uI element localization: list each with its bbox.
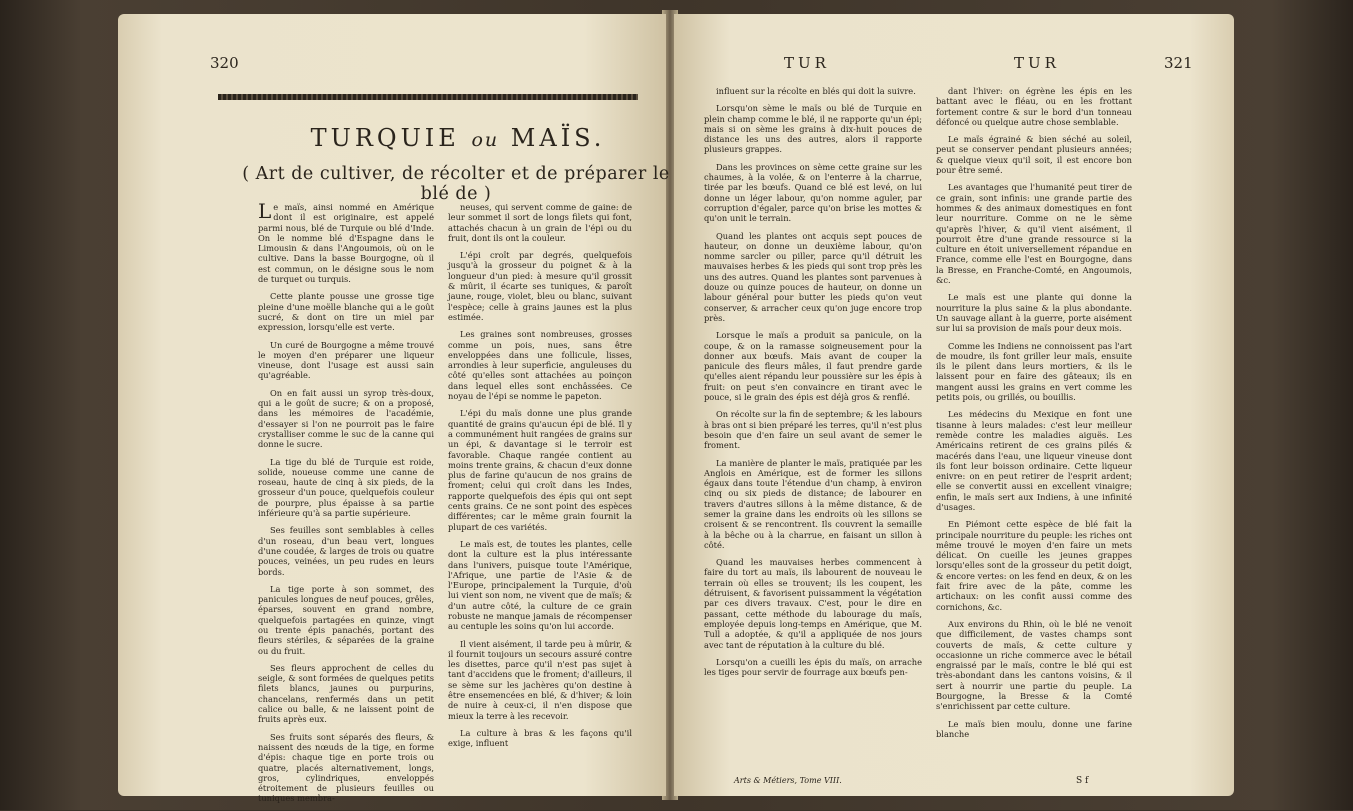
paragraph: Comme les Indiens ne connoissent pas l'art de moudre, ils font griller leur maïs, ensuite ils le pilent dans leurs mortiers, & ils le laissent pour en faire des gâteaux; ils en mangent aussi les grains en vert comme les petits pois, ou grillés, ou bouillis. (936, 340, 1132, 403)
paragraph: Le maïs est, de toutes les plantes, celle dont la culture est la plus intéressante dans l'univers, puisque toute l'Amérique, l'Afrique, une partie de l'Asie & de l'Europe, principalement la Turquie, d'où lui vient son nom, ne vivent que de maïs; & d'un autre côté, la culture de ce grain robuste ne manque jamais de récompenser au centuple les soins qu'on lui accorde. (448, 538, 632, 632)
paragraph: Les avantages que l'humanité peut tirer de ce grain, sont infinis: une grande partie des hommes & des animaux domestiques en font leur nourriture. Comme on ne le sème qu'après l'hiver, & qu'il vient aisément, il pourroit être d'une grande ressource si la culture en étoit universellement répandue en France, comme elle l'est en Bourgogne, dans la Bresse, en Franche-Comté, en Angoumois, &c. (936, 182, 1132, 286)
article-title (268, 124, 648, 152)
paragraph: Le maïs est une plante qui donne la nourriture la plus saine & la plus abondante. Un sauvage allant à la guerre, porte aisément sur lui sa provision de maïs pour deux mois. (936, 292, 1132, 334)
left-column-2 (448, 202, 632, 756)
page-number-left: 320 (210, 54, 239, 72)
paragraph: Les graines sont nombreuses, grosses comme un pois, nues, sans être enveloppées dans une follicule, lisses, arrondies à leur superficie, anguleuses du côté qu'elles sont attachées au poinçon dans lequel elles sont enchâssées. Ce noyau de l'épi se nomme le papeton. (448, 329, 632, 402)
page-number-right: 321 (1164, 54, 1193, 72)
paragraph: influent sur la récolte en blés qui doit la suivre. (716, 86, 916, 96)
paragraph: L'épi du maïs donne une plus grande quantité de grains qu'aucun épi de blé. Il y a communément huit rangées de grains sur un épi, & davantage si le terroir est favorable. Chaque rangée contient au moins trente grains, & chacun d'eux donne plus de farine qu'aucun de nos grains de froment; celui qui croît dans les Indes, rapporte quelquefois des épis qui ont sept cents grains. Ce ne sont point des espèces différentes; car le même grain fournit la plupart de ces variétés. (448, 408, 632, 532)
paragraph: L'épi croît par degrés, quelquefois jusqu'à la grosseur du poignet & à la longueur d'un pied: à mesure qu'il grossit & mûrit, il écarte ses tuniques, & paroît jaune, rouge, violet, bleu ou blanc, suivant l'espèce; celle à grains jaunes est la plus estimée. (448, 250, 632, 322)
paragraph: La tige porte à son sommet, des panicules longues de neuf pouces, grêles, éparses, souvent en grand nombre, quelquefois partagées en quinze, vingt ou trente épis panachés, portant des fleurs stériles, & séparées de la graine ou du fruit. (258, 583, 434, 656)
paragraph: Cette plante pousse une grosse tige pleine d'une moëlle blanche qui a le goût sucré, & dont on tire un miel par expression, lorsqu'elle est verte. (258, 291, 434, 333)
right-column-2 (936, 86, 1132, 746)
paragraph: dant l'hiver: on égrène les épis en les battant avec le fléau, ou en les frottant fortement contre & sur le bord d'un tonneau défoncé ou quelque autre chose semblable. (936, 86, 1132, 127)
running-head-left: TUR (784, 54, 830, 72)
paragraph: Le maïs, ainsi nommé en Amérique dont il est originaire, est appelé parmi nous, blé de Turquie ou blé d'Inde. On le nomme blé d'Espagne dans le Limousin & dans l'Angoumois, où on le cultive. Dans la basse Bourgogne, où il est commun, on le désigne sous le nom de turquet ou turquis. (258, 199, 434, 285)
right-column-1 (704, 86, 922, 684)
paragraph: neuses, qui servent comme de gaine: de leur sommet il sort de longs filets qui font, attachés chacun à un grain de l'épi ou du fruit, dont ils ont la couleur. (448, 202, 632, 243)
paragraph: Quand les plantes ont acquis sept pouces de hauteur, on donne un deuxième labour, qu'on nomme sarcler ou piller, parce qu'il détruit les mauvaises herbes & les pieds qui sont trop près les uns des autres. Quand les plantes sont parvenues à douze ou quinze pouces de hauteur, on donne un labour général pour butter les pieds qu'on veut conserver, & arracher ceux qu'on juge encore trop près. (704, 230, 922, 323)
title-turquie: TURQUIE (310, 124, 460, 152)
paragraph: On en fait aussi un syrop très-doux, qui a le goût de sucre; & on a proposé, dans les mémoires de l'académie, d'essayer si l'on ne pourroit pas le faire crystalliser comme le suc de la canne qui donne le sucre. (258, 387, 434, 450)
paragraph: La tige du blé de Turquie est roide, solide, noueuse comme une canne de roseau, haute de cinq à six pieds, de la grosseur d'un pouce, quelquefois couleur de pourpre, plus épaisse à sa partie inférieure qu'à sa partie supérieure. (258, 456, 434, 519)
paragraph: Lorsqu'on a cueilli les épis du maïs, on arrache les tiges pour servir de fourrage aux bœufs pen- (704, 656, 922, 678)
volume-footer: Arts & Métiers, Tome VIII. (734, 776, 842, 785)
paragraph: Dans les provinces on sème cette graine sur les chaumes, à la volée, & on l'enterre à la charrue, tirée par les bœufs. Quand ce blé est levé, on lui donne un léger labour, qu'on nomme aguler, par corruption d'égaler, parce qu'on brise les mottes & qu'on unit le terrain. (704, 161, 922, 224)
title-ou: ou (471, 129, 500, 151)
paragraph: Lorsqu'on sème le maïs ou blé de Turquie en plein champ comme le blé, il ne rapporte qu'un épi; mais si on sème les grains à dix-huit pouces de distance les uns des autres, alors il rapporte plusieurs grappes. (704, 103, 922, 155)
article-subtitle: ( Art de cultiver, de récolter et de préparer le blé de ) (242, 164, 670, 204)
paragraph: Lorsque le maïs a produit sa panicule, on la coupe, & on la ramasse soigneusement pour la donner aux bœufs. Mais avant de couper la panicule des fleurs mâles, il faut prendre garde qu'elles aient répandu leur poussière sur les épis à fruit: on peut s'en convaincre en tirant avec le pouce, si le grain des épis est déjà gros & renflé. (704, 330, 922, 403)
title-mais: MAÏS. (510, 124, 606, 152)
paragraph: Aux environs du Rhin, où le blé ne venoit que difficilement, de vastes champs sont couverts de maïs, & cette culture y occasionne un riche commerce avec le bétail engraissé par le maïs, contre le blé qui est très-abondant dans les cantons voisins, & il sert à nourrir une partie du peuple. La Bourgogne, la Bresse & la Comté s'enrichissent par cette culture. (936, 618, 1132, 712)
left-page (118, 14, 670, 804)
paragraph: Un curé de Bourgogne a même trouvé le moyen d'en préparer une liqueur vineuse, dont l'usage est aussi sain qu'agréable. (258, 339, 434, 381)
paragraph: Le maïs égrainé & bien séché au soleil, peut se conserver pendant plusieurs années; & quelque vieux qu'il soit, il est encore bon pour être semé. (936, 134, 1132, 176)
header-ornament-rule (218, 94, 638, 100)
paragraph: Quand les mauvaises herbes commencent à faire du tort au maïs, ils labourent de nouveau le terrain où elles se trouvent; ils les coupent, les détruisent, & favorisent puissamment la végétation par ces divers travaux. C'est, pour le dire en passant, cette méthode du labourage du maïs, employée depuis long-temps en Amérique, que M. Tull a adoptée, & qu'il a appliquée de nos jours avec tant de réputation à la culture du blé. (704, 557, 922, 650)
paragraph: Le maïs bien moulu, donne une farine blanche (936, 718, 1132, 739)
paragraph: Ses feuilles sont semblables à celles d'un roseau, d'un beau vert, longues d'une coudée, & larges de trois ou quatre pouces, veinées, un peu rudes en leurs bords. (258, 525, 434, 577)
paragraph: Ses fleurs approchent de celles du seigle, & sont formées de quelques petits filets blancs, jaunes ou purpurins, chancelans, renfermés dans un petit calice ou balle, & ne laissent point de fruits après eux. (258, 662, 434, 725)
right-page (674, 14, 1234, 796)
paragraph: Ses fruits sont séparés des fleurs, & naissent des nœuds de la tige, en forme d'épis: chaque tige en porte trois ou quatre, placés alternativement, longs, gros, cylindriques, enveloppés étroitement de plusieurs feuilles ou tuniques membra- (258, 731, 434, 804)
paragraph: Il vient aisément, il tarde peu à mûrir, & il fournit toujours un secours assuré contre les disettes, parce qu'il n'est pas sujet à tant d'accidens que le froment; d'ailleurs, il se sème sur les jachères qu'on destine à être ensemencées en blé, & d'hiver; & loin de nuire à ceux-ci, il n'en dispose que mieux la terre à les recevoir. (448, 638, 632, 721)
running-head-right: TUR (1014, 54, 1060, 72)
paragraph: Les médecins du Mexique en font une tisanne à leurs malades: c'est leur meilleur remède contre les maladies aiguës. Les Américains retirent de ces grains pilés & macérés dans l'eau, une liqueur vineuse dont ils font leur boisson ordinaire. Cette liqueur enivre: on en peut retirer de l'esprit ardent; elle se convertit aussi en excellent vinaigre; enfin, le maïs sert aux Indiens, à une infinité d'usages. (936, 409, 1132, 512)
left-column-1 (258, 199, 434, 811)
paragraph: La manière de planter le maïs, pratiquée par les Anglois en Amérique, est de former les sillons égaux dans toute l'étendue d'un champ, à environ cinq ou six pieds de distance; de labourer en travers d'autres sillons à la même distance, & de semer la graine dans les endroits où les sillons se croisent & se rencontrent. Ils couvrent la semaille à la bêche ou à la charrue, en faisant un sillon à côté. (704, 457, 922, 550)
paragraph: En Piémont cette espèce de blé fait la principale nourriture du peuple: les riches ont même trouvé le moyen d'en faire un mets délicat. On cueille les jeunes grappes lorsqu'elles sont de la grosseur du petit doigt, & encore vertes: on les fend en deux, & on les fait frire avec de la pâte, comme les artichaux: on les confit aussi comme des cornichons, &c. (936, 519, 1132, 612)
signature-mark: S f (1076, 776, 1089, 786)
paragraph: La culture à bras & les façons qu'il exige, influent (448, 727, 632, 749)
paragraph: On récolte sur la fin de septembre; & les labours à bras ont si bien préparé les terres, qu'il n'est plus besoin que d'en faire un seul avant de semer le froment. (704, 409, 922, 451)
